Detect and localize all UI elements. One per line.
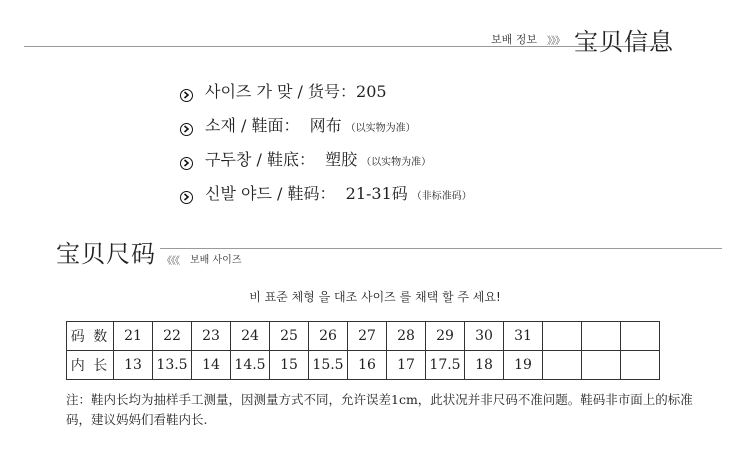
table-cell: 17.5 (426, 351, 465, 380)
table-cell: 25 (270, 322, 309, 351)
size-section-kr-label: 보배 사이즈 (190, 255, 242, 266)
header-kr-label: 보배 정보 (491, 33, 538, 46)
table-row (67, 351, 660, 380)
info-sep: / (292, 82, 309, 101)
info-cn: 鞋底： 塑胶 (266, 150, 358, 169)
table-cell: 21 (114, 322, 153, 351)
table-cell: 26 (309, 322, 348, 351)
chevron-right-circle-icon (180, 191, 193, 204)
size-section-rule (160, 248, 722, 249)
table-row (67, 322, 660, 351)
table-cell: 28 (387, 322, 426, 351)
row-label: 内 长 (67, 351, 114, 380)
chevron-right-circle-icon (180, 89, 193, 102)
info-sep: / (271, 184, 288, 203)
info-line-2 (180, 113, 416, 136)
info-note: （以实物为准） (345, 123, 416, 134)
info-line-3 (180, 147, 431, 170)
table-cell: 30 (465, 322, 504, 351)
table-cell: 16 (348, 351, 387, 380)
info-cn: 鞋码： 21-31码 (287, 184, 408, 203)
table-cell: 29 (426, 322, 465, 351)
header-rule (24, 46, 668, 47)
table-cell (582, 322, 621, 351)
chevron-right-circle-icon (180, 123, 193, 136)
table-cell: 15 (270, 351, 309, 380)
info-kr: 사이즈 가 맞 (205, 82, 293, 101)
table-cell: 22 (153, 322, 192, 351)
info-note: （非标准码） (411, 191, 472, 202)
table-cell: 19 (504, 351, 543, 380)
info-line-4 (180, 181, 472, 204)
footnote: 注：鞋内长均为抽样手工测量，因测量方式不同，允许误差1cm，此状况并非尺码不准问题。鞋码非市面上的标准码，建议妈妈们看鞋内长. (66, 392, 693, 427)
table-cell: 14.5 (231, 351, 270, 380)
table-cell: 17 (387, 351, 426, 380)
table-cell: 18 (465, 351, 504, 380)
size-section-chevrons: 《《《 (162, 256, 179, 267)
table-cell: 31 (504, 322, 543, 351)
info-note: （以实物为准） (361, 157, 432, 168)
table-cell (543, 322, 582, 351)
table-cell (582, 351, 621, 380)
header-title: 宝贝信息 (574, 28, 674, 56)
info-cn: 货号：205 (308, 82, 387, 101)
info-cn: 鞋面： 网布 (251, 116, 342, 135)
table-cell (621, 322, 660, 351)
table-cell: 13 (114, 351, 153, 380)
row-label: 码 数 (67, 322, 114, 351)
table-cell (621, 351, 660, 380)
info-kr: 신발 야드 (205, 184, 272, 203)
table-cell (543, 351, 582, 380)
size-instruction: 비 표준 체형 을 대조 사이즈 를 채택 할 주 세요! (249, 290, 501, 304)
info-sep: / (251, 150, 267, 169)
table-cell: 24 (231, 322, 270, 351)
info-line-1 (180, 79, 391, 102)
size-table (66, 321, 660, 380)
table-cell: 15.5 (309, 351, 348, 380)
size-section-title: 宝贝尺码 (56, 240, 156, 268)
chevron-right-circle-icon (180, 157, 193, 170)
table-cell: 23 (192, 322, 231, 351)
table-cell: 13.5 (153, 351, 192, 380)
table-cell: 27 (348, 322, 387, 351)
info-kr: 구두창 (205, 150, 252, 169)
info-kr: 소재 (205, 116, 236, 135)
info-sep: / (235, 116, 252, 135)
header-chevrons: 》》》 (547, 36, 564, 47)
table-cell: 14 (192, 351, 231, 380)
